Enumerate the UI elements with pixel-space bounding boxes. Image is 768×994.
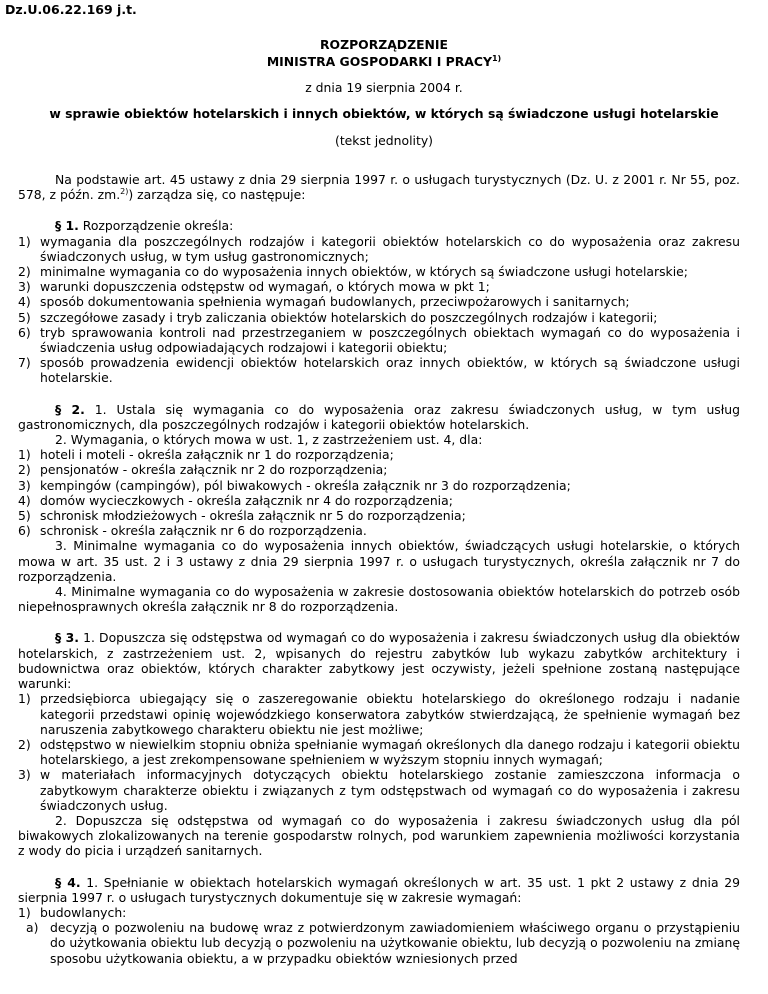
par4-u1-text: 1. Spełnianie w obiektach hotelarskich wymagań określonych w art. 35 ust. 1 pkt 2 ustawy z dnia 29 sierpnia 1997 r. o usługach turystycznych dokumentuje się w zakresie wymagań: [18,874,740,905]
preamble-footnote-marker: 2) [120,187,129,197]
par2-list [18,447,740,538]
preamble-text-end: ) zarządza się, co następuje: [128,187,306,203]
par2-u1 [18,402,740,432]
consolidated-note: (tekst jednolity) [334,133,434,148]
title-line-1: ROZPORZĄDZENIE [320,37,448,52]
par2-u3: 3. Minimalne wymagania co do wyposażenia innych obiektów, świadczących usługi hotelarskie, o których mowa w art. 35 ust. 2 i 3 ustawy z dnia 29 sierpnia 1997 r. o usługach turystycznych, określa załącznik nr 7 do rozporządzenia. [18,538,740,584]
list-item: 7) sposób prowadzenia ewidencji obiektów hotelarskich oraz innych obiektów, w których są świadczone usługi hotelarskie. [18,355,740,386]
par1-intro-text: Rozporządzenie określa: [82,218,234,234]
preamble [18,172,740,202]
par2-u4: 4. Minimalne wymagania co do wyposażenia w zakresie dostosowania obiektów hotelarskich do potrzeb osób niepełnosprawnych określa załącznik nr 8 do rozporządzenia. [18,584,740,615]
list-item: 2) odstępstwo w niewielkim stopniu obniża spełnianie wymagań określonych dla danego rodzaju i kategorii obiektu hotelarskiego, a jest zrekompensowane spełnieniem w wyższym stopniu innych wymagań; [18,736,740,768]
par4-u1 [18,875,740,905]
title-line-2 [0,54,768,69]
subject-line: w sprawie obiektów hotelarskich i innych obiektów, w których są świadczone usługi hotelarskie [49,106,719,121]
list-item: 5) szczegółowe zasady i tryb zaliczania obiektów hotelarskich do poszczególnych rodzajów i kategorii; [18,309,658,325]
list-item: 6) schronisk - określa załącznik nr 6 do rozporządzenia. [18,523,367,539]
list-item: 6) tryb sprawowania kontroli nad przestrzeganiem w poszczególnych obiektach wymagań co do wyposażenia i świadczenia usług odpowiadających rodzajowi i kategorii obiektu; [18,324,740,356]
par2-mark: § 2. [55,401,85,417]
list-item: 1) wymagania dla poszczególnych rodzajów i kategorii obiektów hotelarskich co do wyposażenia oraz zakresu świadczonych usług, w tym usług gastronomicznych; [18,233,740,264]
list-item: 1) budowlanych: [18,904,127,920]
list-item: 4) sposób dokumentowania spełnienia wymagań budowlanych, przeciwpożarowych i sanitarnych; [18,294,630,310]
list-item: 3) warunki dopuszczenia odstępstw od wymagań, o których mowa w pkt 1; [18,279,490,295]
par3-u1 [18,630,740,691]
par4-list [18,905,740,966]
list-item: 4) domów wycieczkowych - określa załącznik nr 4 do rozporządzenia; [18,492,453,508]
list-item: 3) w materiałach informacyjnych dotyczących obiektu hotelarskiego zostanie zamieszczona informacja o zabytkowym charakterze obiektu i związanych z tym odstępstwach od wymagań co do wyposażenia i zakresu świadczonych usług. [18,767,740,813]
preamble-text: Na podstawie art. 45 ustawy z dnia 29 sierpnia 1997 r. o usługach turystycznych (Dz. U. z 2001 r. Nr 55, poz. 578, z późn. zm. [18,172,740,203]
document-id: Dz.U.06.22.169 j.t. [5,2,137,17]
sub-list-item: a) decyzją o pozwoleniu na budowę wraz z potwierdzonym zawiadomieniem właściwego organu o przystąpieniu do użytkowania obiektu lub decyzją o pozwoleniu na użytkowanie obiektu, lub decyzją o pozwoleniu na zmianę sposobu użytkowania obiektu, a w przypadku obiektów wzniesionych przed [26,920,740,966]
par1-list [18,234,740,386]
par2-u1-text: 1. Ustala się wymagania co do wyposażenia oraz zakresu świadczonych usług, w tym usług gastronomicznych, dla poszczególnych rodzajów i kategorii obiektów hotelarskich. [18,401,740,432]
par3-mark: § 3. [55,630,79,646]
list-item: 1) hoteli i moteli - określa załącznik nr 1 do rozporządzenia; [18,447,394,463]
issue-date: z dnia 19 sierpnia 2004 r. [305,80,463,95]
title-line-2-text: MINISTRA GOSPODARKI I PRACY [266,54,492,69]
document-body [18,172,740,966]
par2-u2: 2. Wymagania, o których mowa w ust. 1, z zastrzeżeniem ust. 4, dla: [55,432,483,448]
list-item: 3) kempingów (campingów), pól biwakowych - określa załącznik nr 3 do rozporządzenia; [18,477,571,493]
par1-mark: § 1. [55,218,79,234]
list-item: 1) przedsiębiorca ubiegający się o zaszeregowanie obiektu hotelarskiego do określonego rodzaju i nadanie kategorii przedstawi opinię wojewódzkiego konserwatora zabytków stwierdzającą, że spełnienie wymagań bez naruszenia zabytkowego charakteru obiektu nie jest możliwe; [18,691,740,737]
par3-u2: 2. Dopuszcza się odstępstwa od wymagań co do wyposażenia i zakresu świadczonych usług dla pól biwakowych zlokalizowanych na terenie gospodarstw rolnych, pod warunkiem zapewnienia możliwości korzystania z wody do picia i urządzeń sanitarnych. [18,812,740,859]
par4-mark: § 4. [55,874,81,890]
list-item: 2) minimalne wymagania co do wyposażenia innych obiektów, w których są świadczone usługi hotelarskie; [18,264,688,280]
par1-intro [18,218,740,233]
list-item: 2) pensjonatów - określa załącznik nr 2 do rozporządzenia; [18,462,388,478]
list-item: 5) schronisk młodzieżowych - określa załącznik nr 5 do rozporządzenia; [18,508,466,524]
title-footnote-marker: 1) [491,53,502,63]
par3-list [18,691,740,813]
par3-u1-text: 1. Dopuszcza się odstępstwa od wymagań co do wyposażenia i zakresu świadczonych usług dla obiektów hotelarskich, z zastrzeżeniem ust. 2, wpisanych do rejestru zabytków lub wykazu zabytków architektury i budownictwa oraz obiektów, których charakter zabytkowy jest oczywisty, jeżeli spełnione zostaną następujące warunki: [18,630,740,692]
